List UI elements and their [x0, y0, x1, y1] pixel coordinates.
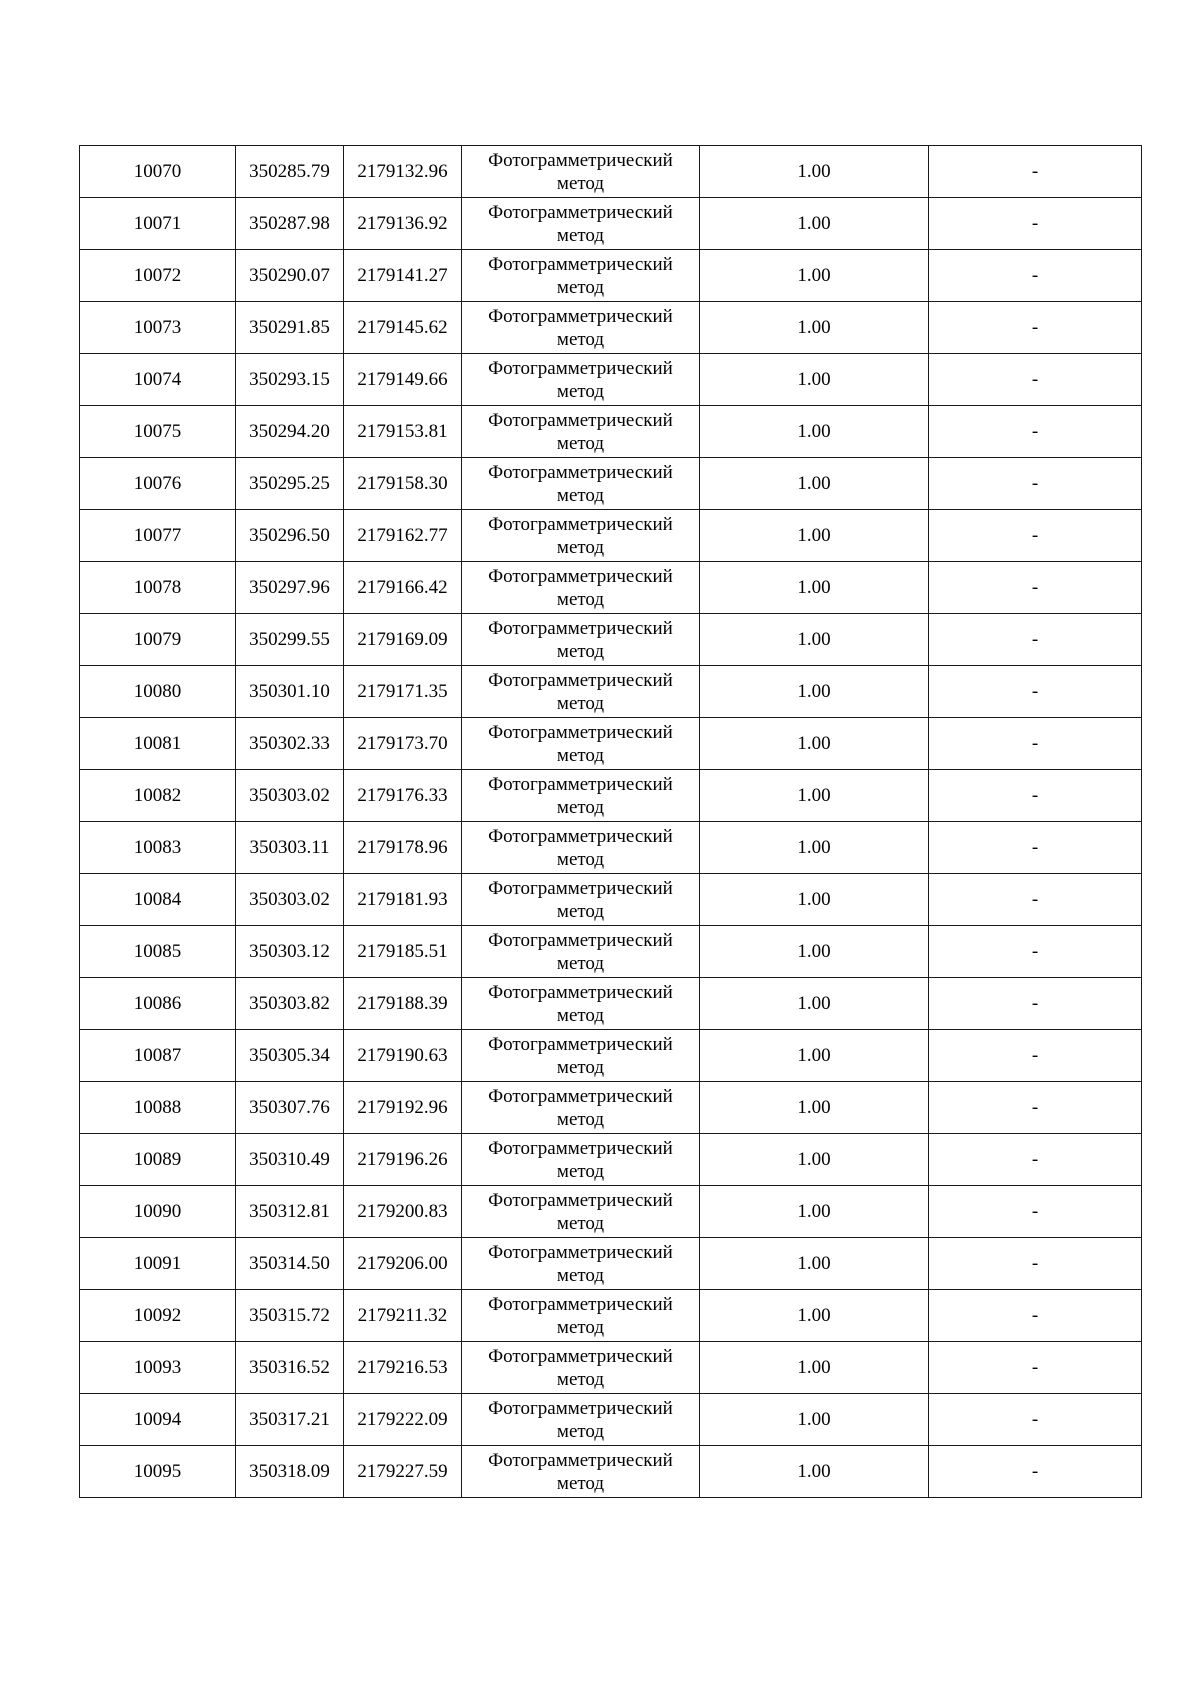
point-number-cell: 10095 — [80, 1446, 236, 1498]
y-coordinate-cell: 2179166.42 — [344, 562, 462, 614]
x-coordinate-cell: 350291.85 — [236, 302, 344, 354]
y-coordinate-cell: 2179227.59 — [344, 1446, 462, 1498]
point-number-cell: 10089 — [80, 1134, 236, 1186]
point-number-cell: 10083 — [80, 822, 236, 874]
method-text: Фотограмметрический метод — [488, 669, 673, 714]
x-coordinate-cell: 350310.49 — [236, 1134, 344, 1186]
method-text: Фотограмметрический метод — [488, 409, 673, 454]
description-cell: - — [929, 510, 1142, 562]
point-number-cell: 10084 — [80, 874, 236, 926]
method-text: Фотограмметрический метод — [488, 461, 673, 506]
method-cell — [462, 718, 700, 770]
method-text: Фотограмметрический метод — [488, 1085, 673, 1130]
x-coordinate-cell: 350294.20 — [236, 406, 344, 458]
x-coordinate-cell: 350295.25 — [236, 458, 344, 510]
precision-cell: 1.00 — [700, 874, 929, 926]
precision-cell: 1.00 — [700, 1082, 929, 1134]
y-coordinate-cell: 2179173.70 — [344, 718, 462, 770]
table-row — [80, 1186, 1142, 1238]
method-text: Фотограмметрический метод — [488, 1033, 673, 1078]
method-text: Фотограмметрический метод — [488, 825, 673, 870]
method-cell — [462, 198, 700, 250]
method-text: Фотограмметрический метод — [488, 877, 673, 922]
x-coordinate-cell: 350299.55 — [236, 614, 344, 666]
point-number-cell: 10090 — [80, 1186, 236, 1238]
method-cell — [462, 614, 700, 666]
method-text: Фотограмметрический метод — [488, 1397, 673, 1442]
method-cell — [462, 1290, 700, 1342]
precision-cell: 1.00 — [700, 978, 929, 1030]
y-coordinate-cell: 2179185.51 — [344, 926, 462, 978]
table-row — [80, 1134, 1142, 1186]
description-cell: - — [929, 146, 1142, 198]
point-number-cell: 10076 — [80, 458, 236, 510]
x-coordinate-cell: 350303.82 — [236, 978, 344, 1030]
y-coordinate-cell: 2179211.32 — [344, 1290, 462, 1342]
table-row — [80, 926, 1142, 978]
table-row — [80, 510, 1142, 562]
y-coordinate-cell: 2179136.92 — [344, 198, 462, 250]
y-coordinate-cell: 2179169.09 — [344, 614, 462, 666]
precision-cell: 1.00 — [700, 1394, 929, 1446]
precision-cell: 1.00 — [700, 1290, 929, 1342]
table-row — [80, 250, 1142, 302]
description-cell: - — [929, 458, 1142, 510]
description-cell: - — [929, 406, 1142, 458]
y-coordinate-cell: 2179200.83 — [344, 1186, 462, 1238]
x-coordinate-cell: 350312.81 — [236, 1186, 344, 1238]
method-text: Фотограмметрический метод — [488, 1293, 673, 1338]
description-cell: - — [929, 1446, 1142, 1498]
precision-cell: 1.00 — [700, 250, 929, 302]
precision-cell: 1.00 — [700, 822, 929, 874]
method-text: Фотограмметрический метод — [488, 981, 673, 1026]
method-cell — [462, 1238, 700, 1290]
point-number-cell: 10075 — [80, 406, 236, 458]
y-coordinate-cell: 2179178.96 — [344, 822, 462, 874]
y-coordinate-cell: 2179141.27 — [344, 250, 462, 302]
description-cell: - — [929, 198, 1142, 250]
y-coordinate-cell: 2179181.93 — [344, 874, 462, 926]
method-text: Фотограмметрический метод — [488, 1449, 673, 1494]
precision-cell: 1.00 — [700, 406, 929, 458]
x-coordinate-cell: 350303.11 — [236, 822, 344, 874]
y-coordinate-cell: 2179153.81 — [344, 406, 462, 458]
method-cell — [462, 510, 700, 562]
point-number-cell: 10078 — [80, 562, 236, 614]
precision-cell: 1.00 — [700, 146, 929, 198]
y-coordinate-cell: 2179192.96 — [344, 1082, 462, 1134]
method-cell — [462, 1186, 700, 1238]
y-coordinate-cell: 2179190.63 — [344, 1030, 462, 1082]
table-row — [80, 1342, 1142, 1394]
point-number-cell: 10086 — [80, 978, 236, 1030]
description-cell: - — [929, 1342, 1142, 1394]
precision-cell: 1.00 — [700, 458, 929, 510]
precision-cell: 1.00 — [700, 1238, 929, 1290]
method-cell — [462, 1342, 700, 1394]
x-coordinate-cell: 350305.34 — [236, 1030, 344, 1082]
table-row — [80, 1082, 1142, 1134]
precision-cell: 1.00 — [700, 510, 929, 562]
y-coordinate-cell: 2179145.62 — [344, 302, 462, 354]
method-cell — [462, 406, 700, 458]
point-number-cell: 10087 — [80, 1030, 236, 1082]
method-cell — [462, 250, 700, 302]
precision-cell: 1.00 — [700, 1446, 929, 1498]
method-cell — [462, 562, 700, 614]
method-text: Фотограмметрический метод — [488, 617, 673, 662]
description-cell: - — [929, 1030, 1142, 1082]
method-text: Фотограмметрический метод — [488, 565, 673, 610]
precision-cell: 1.00 — [700, 1186, 929, 1238]
table-row — [80, 1030, 1142, 1082]
method-text: Фотограмметрический метод — [488, 253, 673, 298]
method-text: Фотограмметрический метод — [488, 1241, 673, 1286]
table-row — [80, 406, 1142, 458]
point-number-cell: 10094 — [80, 1394, 236, 1446]
description-cell: - — [929, 1082, 1142, 1134]
method-text: Фотограмметрический метод — [488, 773, 673, 818]
point-number-cell: 10082 — [80, 770, 236, 822]
y-coordinate-cell: 2179206.00 — [344, 1238, 462, 1290]
description-cell: - — [929, 926, 1142, 978]
table-row — [80, 354, 1142, 406]
precision-cell: 1.00 — [700, 718, 929, 770]
point-number-cell: 10088 — [80, 1082, 236, 1134]
y-coordinate-cell: 2179196.26 — [344, 1134, 462, 1186]
x-coordinate-cell: 350315.72 — [236, 1290, 344, 1342]
description-cell: - — [929, 770, 1142, 822]
table-row — [80, 770, 1142, 822]
method-text: Фотограмметрический метод — [488, 357, 673, 402]
method-text: Фотограмметрический метод — [488, 721, 673, 766]
method-text: Фотограмметрический метод — [488, 513, 673, 558]
point-number-cell: 10073 — [80, 302, 236, 354]
description-cell: - — [929, 354, 1142, 406]
coordinates-table — [79, 145, 1142, 1498]
y-coordinate-cell: 2179216.53 — [344, 1342, 462, 1394]
x-coordinate-cell: 350296.50 — [236, 510, 344, 562]
precision-cell: 1.00 — [700, 1134, 929, 1186]
method-text: Фотограмметрический метод — [488, 149, 673, 194]
table-row — [80, 1394, 1142, 1446]
description-cell: - — [929, 250, 1142, 302]
description-cell: - — [929, 562, 1142, 614]
point-number-cell: 10077 — [80, 510, 236, 562]
y-coordinate-cell: 2179176.33 — [344, 770, 462, 822]
table-row — [80, 614, 1142, 666]
method-text: Фотограмметрический метод — [488, 1137, 673, 1182]
point-number-cell: 10081 — [80, 718, 236, 770]
precision-cell: 1.00 — [700, 1030, 929, 1082]
method-text: Фотограмметрический метод — [488, 201, 673, 246]
coordinates-table-body — [80, 146, 1142, 1498]
method-cell — [462, 874, 700, 926]
precision-cell: 1.00 — [700, 666, 929, 718]
point-number-cell: 10080 — [80, 666, 236, 718]
table-row — [80, 1446, 1142, 1498]
description-cell: - — [929, 1238, 1142, 1290]
precision-cell: 1.00 — [700, 614, 929, 666]
x-coordinate-cell: 350318.09 — [236, 1446, 344, 1498]
point-number-cell: 10092 — [80, 1290, 236, 1342]
method-cell — [462, 1082, 700, 1134]
table-row — [80, 718, 1142, 770]
description-cell: - — [929, 1394, 1142, 1446]
description-cell: - — [929, 718, 1142, 770]
point-number-cell: 10093 — [80, 1342, 236, 1394]
table-row — [80, 666, 1142, 718]
table-row — [80, 978, 1142, 1030]
y-coordinate-cell: 2179158.30 — [344, 458, 462, 510]
description-cell: - — [929, 614, 1142, 666]
description-cell: - — [929, 666, 1142, 718]
table-row — [80, 874, 1142, 926]
description-cell: - — [929, 1134, 1142, 1186]
method-cell — [462, 1394, 700, 1446]
point-number-cell: 10071 — [80, 198, 236, 250]
method-text: Фотограмметрический метод — [488, 1345, 673, 1390]
x-coordinate-cell: 350287.98 — [236, 198, 344, 250]
x-coordinate-cell: 350301.10 — [236, 666, 344, 718]
point-number-cell: 10072 — [80, 250, 236, 302]
method-cell — [462, 1134, 700, 1186]
method-cell — [462, 926, 700, 978]
method-cell — [462, 770, 700, 822]
point-number-cell: 10070 — [80, 146, 236, 198]
method-cell — [462, 666, 700, 718]
table-row — [80, 562, 1142, 614]
x-coordinate-cell: 350302.33 — [236, 718, 344, 770]
precision-cell: 1.00 — [700, 562, 929, 614]
point-number-cell: 10085 — [80, 926, 236, 978]
method-cell — [462, 302, 700, 354]
description-cell: - — [929, 978, 1142, 1030]
point-number-cell: 10074 — [80, 354, 236, 406]
x-coordinate-cell: 350317.21 — [236, 1394, 344, 1446]
precision-cell: 1.00 — [700, 198, 929, 250]
table-row — [80, 1290, 1142, 1342]
x-coordinate-cell: 350303.02 — [236, 874, 344, 926]
precision-cell: 1.00 — [700, 302, 929, 354]
precision-cell: 1.00 — [700, 926, 929, 978]
method-cell — [462, 1030, 700, 1082]
table-row — [80, 198, 1142, 250]
precision-cell: 1.00 — [700, 1342, 929, 1394]
y-coordinate-cell: 2179162.77 — [344, 510, 462, 562]
x-coordinate-cell: 350285.79 — [236, 146, 344, 198]
precision-cell: 1.00 — [700, 354, 929, 406]
x-coordinate-cell: 350307.76 — [236, 1082, 344, 1134]
x-coordinate-cell: 350293.15 — [236, 354, 344, 406]
description-cell: - — [929, 874, 1142, 926]
method-text: Фотограмметрический метод — [488, 305, 673, 350]
point-number-cell: 10079 — [80, 614, 236, 666]
x-coordinate-cell: 350303.02 — [236, 770, 344, 822]
method-cell — [462, 1446, 700, 1498]
y-coordinate-cell: 2179188.39 — [344, 978, 462, 1030]
precision-cell: 1.00 — [700, 770, 929, 822]
point-number-cell: 10091 — [80, 1238, 236, 1290]
table-row — [80, 458, 1142, 510]
table-row — [80, 822, 1142, 874]
method-cell — [462, 146, 700, 198]
y-coordinate-cell: 2179171.35 — [344, 666, 462, 718]
method-cell — [462, 458, 700, 510]
x-coordinate-cell: 350290.07 — [236, 250, 344, 302]
method-text: Фотограмметрический метод — [488, 1189, 673, 1234]
x-coordinate-cell: 350314.50 — [236, 1238, 344, 1290]
description-cell: - — [929, 1290, 1142, 1342]
description-cell: - — [929, 302, 1142, 354]
y-coordinate-cell: 2179149.66 — [344, 354, 462, 406]
x-coordinate-cell: 350303.12 — [236, 926, 344, 978]
x-coordinate-cell: 350297.96 — [236, 562, 344, 614]
method-cell — [462, 354, 700, 406]
method-cell — [462, 822, 700, 874]
method-cell — [462, 978, 700, 1030]
method-text: Фотограмметрический метод — [488, 929, 673, 974]
table-row — [80, 302, 1142, 354]
description-cell: - — [929, 1186, 1142, 1238]
x-coordinate-cell: 350316.52 — [236, 1342, 344, 1394]
table-row — [80, 146, 1142, 198]
y-coordinate-cell: 2179222.09 — [344, 1394, 462, 1446]
y-coordinate-cell: 2179132.96 — [344, 146, 462, 198]
description-cell: - — [929, 822, 1142, 874]
table-row — [80, 1238, 1142, 1290]
